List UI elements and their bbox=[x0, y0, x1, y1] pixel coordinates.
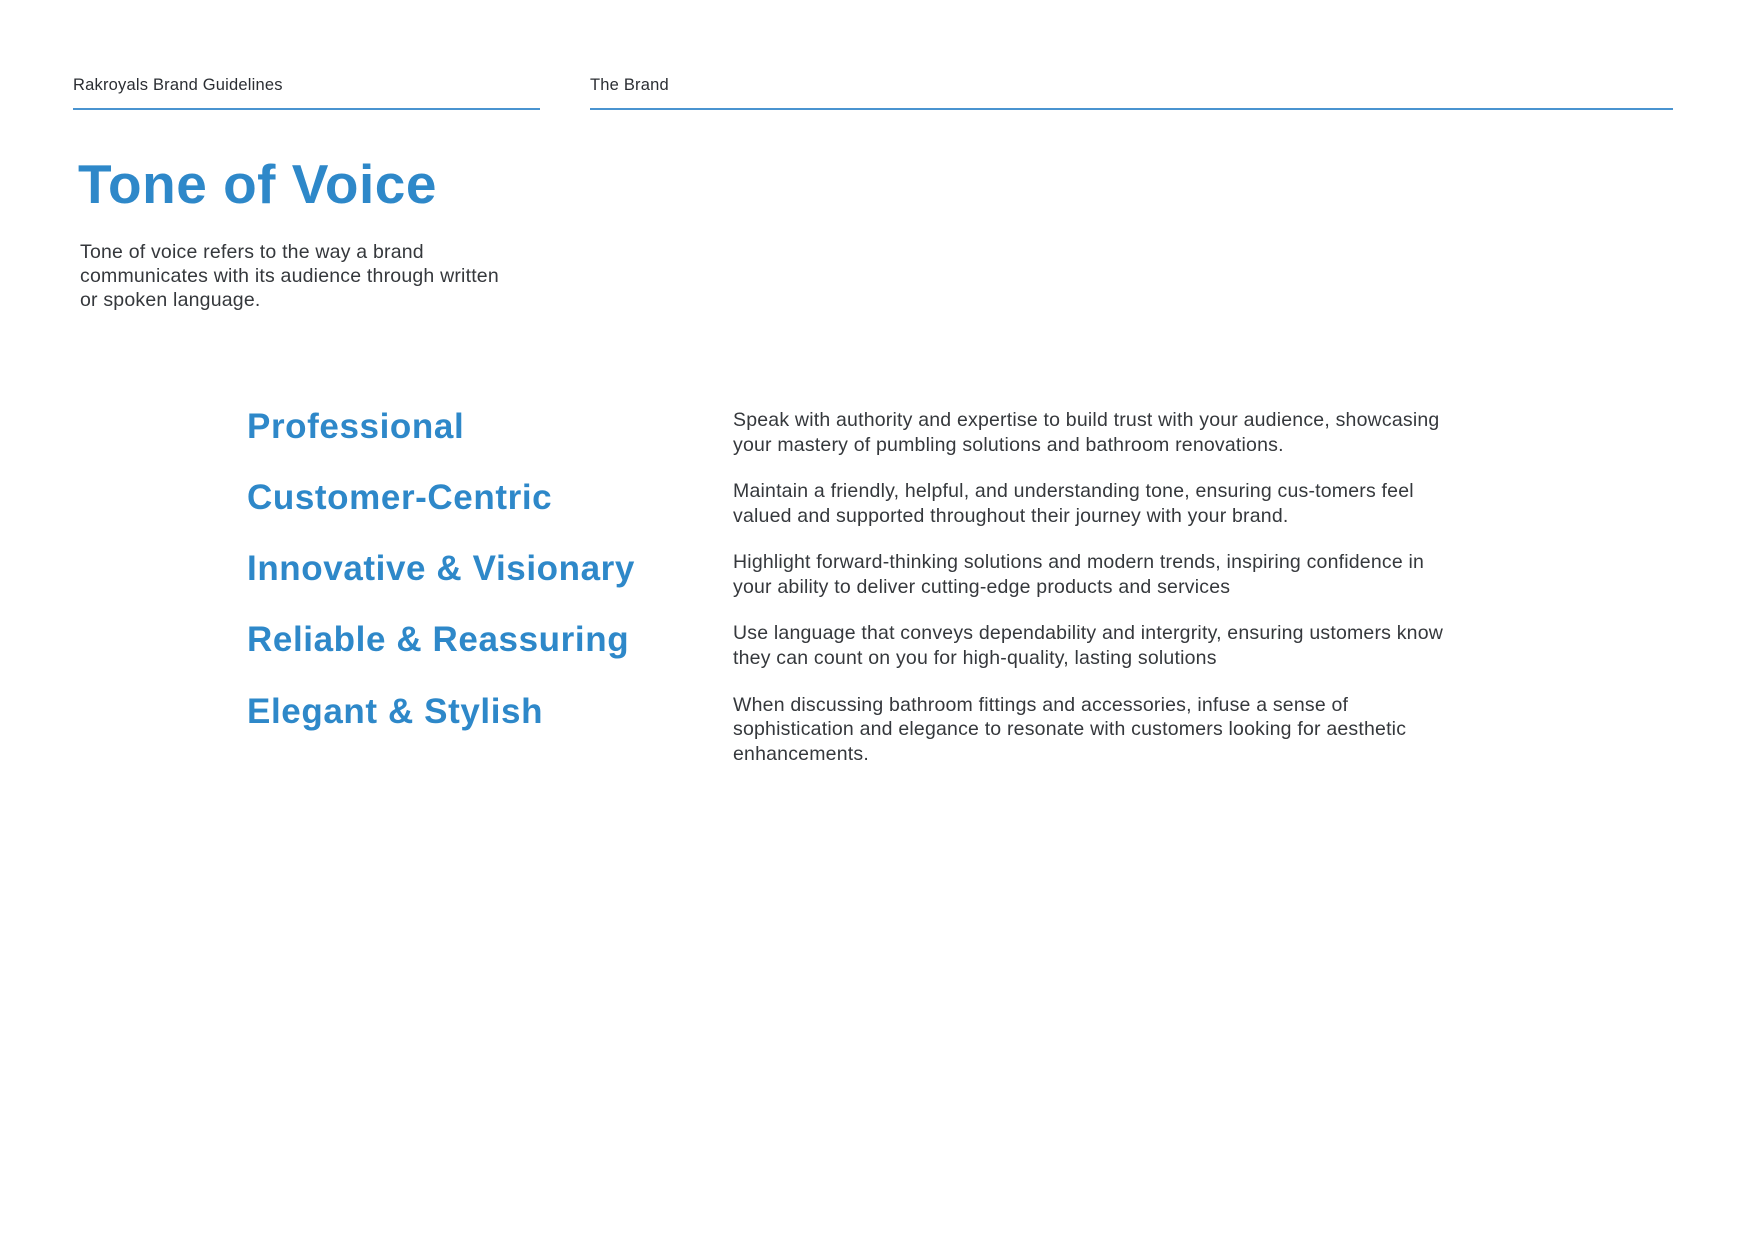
tone-name: Reliable & Reassuring bbox=[247, 620, 630, 660]
page-header bbox=[73, 0, 1673, 110]
tone-name: Professional bbox=[247, 407, 465, 446]
tone-description: Highlight forward-thinking solutions and modern trends, inspiring confidence in your ability to deliver cutting-edge products and services bbox=[733, 551, 1425, 598]
tone-name: Customer-Centric bbox=[247, 478, 553, 518]
tone-description: Maintain a friendly, helpful, and understanding tone, ensuring cus-tomers feel valued and supported throughout their journey with your brand. bbox=[733, 480, 1414, 527]
tone-row-customer-centric bbox=[247, 476, 1447, 528]
tone-list bbox=[247, 405, 1447, 766]
tone-name: Elegant & Stylish bbox=[247, 691, 544, 731]
tone-description: Speak with authority and expertise to build trust with your audience, showcasing your mastery of pumbling solutions and bathroom renovations. bbox=[733, 409, 1440, 456]
tone-description: When discussing bathroom fittings and accessories, infuse a sense of sophistication and elegance to resonate with customers looking for aesthetic enhancements. bbox=[733, 693, 1407, 765]
header-section-label: The Brand bbox=[590, 0, 1673, 110]
tone-row-reliable-reassuring bbox=[247, 618, 1447, 670]
tone-description: Use language that conveys dependability and intergrity, ensuring ustomers know they can count on you for high-quality, lasting solutions bbox=[733, 622, 1444, 669]
page-intro-text: Tone of voice refers to the way a brand communicates with its audience through written or spoken language. bbox=[80, 241, 499, 311]
page-title: Tone of Voice bbox=[78, 153, 437, 215]
tone-row-professional bbox=[247, 405, 1447, 457]
tone-name: Innovative & Visionary bbox=[247, 549, 635, 589]
tone-row-elegant-stylish bbox=[247, 690, 1447, 767]
header-document-title: Rakroyals Brand Guidelines bbox=[73, 0, 540, 110]
tone-row-innovative-visionary bbox=[247, 547, 1447, 599]
